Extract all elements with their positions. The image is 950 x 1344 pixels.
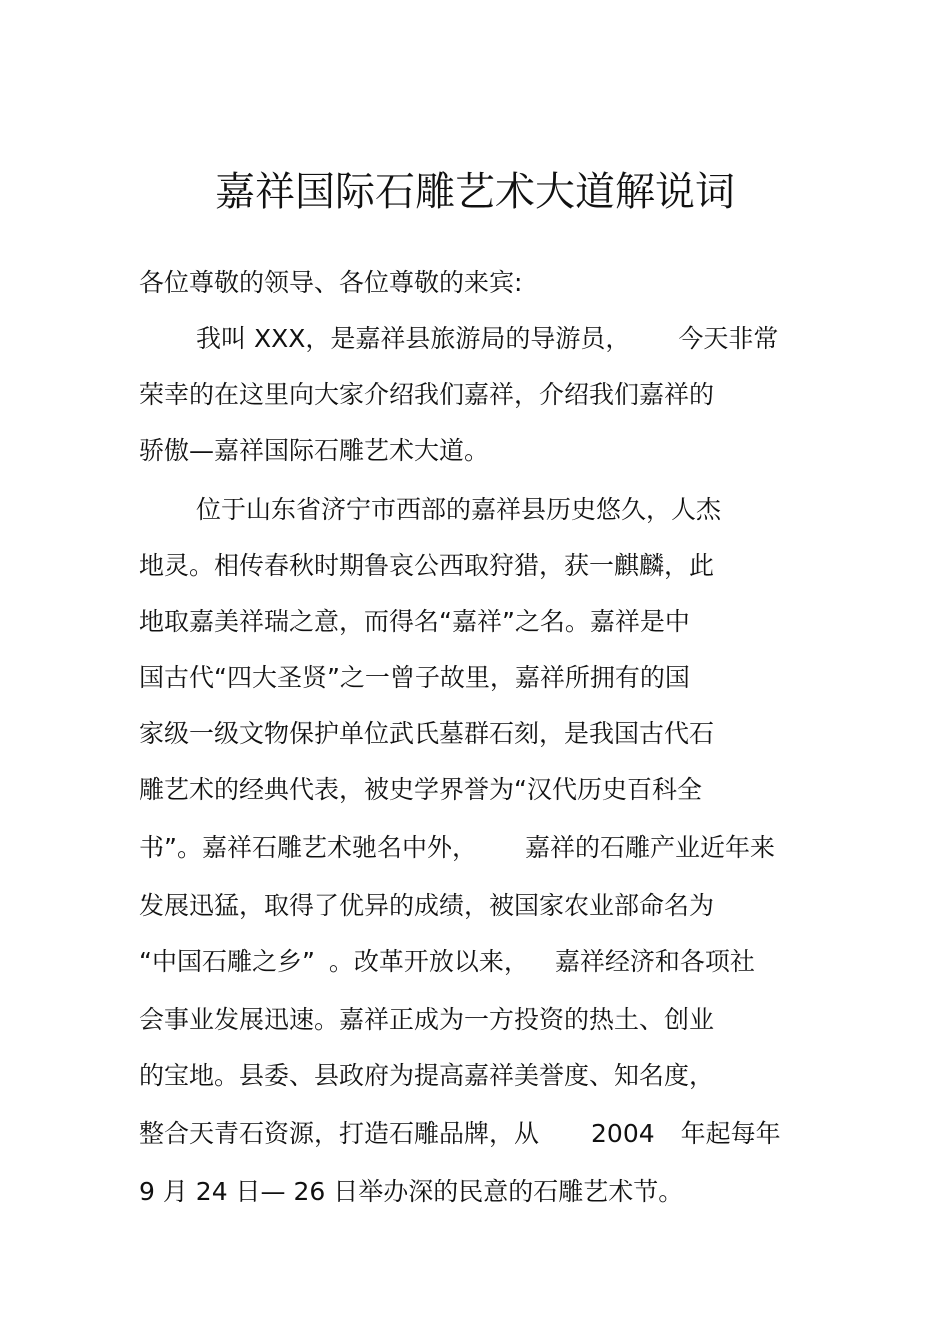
paragraph-2-line-7: [139, 830, 775, 866]
paragraph-2-line-12: [139, 1116, 781, 1152]
text-segment: 书”。嘉祥石雕艺术驰名中外，: [139, 833, 477, 862]
document-title: 嘉祥国际石雕艺术大道解说词: [215, 169, 735, 215]
text-segment: 。改革开放以来，: [328, 947, 529, 976]
paragraph-2-line-10: 会事业发展迅速。嘉祥正成为一方投资的热土、创业: [139, 1005, 715, 1034]
paragraph-1-line-3: 骄傲—嘉祥国际石雕艺术大道。: [139, 436, 490, 465]
paragraph-2-line-13: 9 月 24 日— 26 日举办深的民意的石雕艺术节。: [139, 1177, 684, 1206]
paragraph-2-line-6: 雕艺术的经典代表，被史学界誉为“汉代历史百科全: [139, 775, 702, 804]
text-segment: 今天非常: [678, 324, 779, 353]
text-segment: “中国石雕之乡”: [139, 947, 315, 976]
paragraph-2-line-3: 地取嘉美祥瑞之意，而得名“嘉祥”之名。嘉祥是中: [139, 607, 690, 636]
text-segment: 嘉祥的石雕产业近年来: [524, 833, 775, 862]
paragraph-2-line-9: [139, 944, 755, 980]
paragraph-2-line-1: 位于山东省济宁市西部的嘉祥县历史悠久，人杰: [196, 495, 722, 524]
salutation-line: 各位尊敬的领导、各位尊敬的来宾:: [139, 268, 523, 297]
text-segment: 年起每年: [680, 1119, 781, 1148]
paragraph-1-line-1: [196, 321, 778, 357]
paragraph-2-line-8: 发展迅猛，取得了优异的成绩，被国家农业部命名为: [139, 891, 715, 920]
paragraph-2-line-2: 地灵。相传春秋时期鲁哀公西取狩猎，获一麒麟，此: [139, 551, 715, 580]
paragraph-1-line-2: 荣幸的在这里向大家介绍我们嘉祥，介绍我们嘉祥的: [139, 380, 715, 409]
text-segment: 整合天青石资源，打造石雕品牌，从: [139, 1119, 540, 1148]
text-segment: 我叫 XXX，是嘉祥县旅游局的导游员，: [196, 324, 631, 353]
paragraph-2-line-4: 国古代“四大圣贤”之一曾子故里，嘉祥所拥有的国: [139, 663, 690, 692]
paragraph-2-line-11: 的宝地。县委、县政府为提高嘉祥美誉度、知名度，: [139, 1061, 715, 1090]
paragraph-2-line-5: 家级一级文物保护单位武氏墓群石刻，是我国古代石: [139, 719, 715, 748]
year-text: 2004: [591, 1119, 655, 1148]
text-segment: 嘉祥经济和各项社: [554, 947, 755, 976]
